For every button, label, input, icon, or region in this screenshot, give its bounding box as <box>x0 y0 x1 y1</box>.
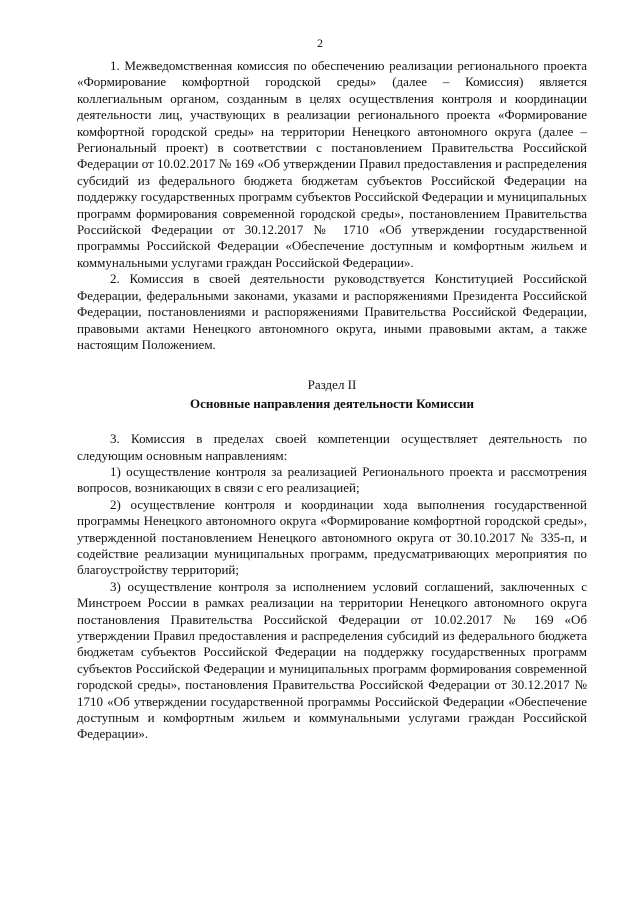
paragraph-3: 3. Комиссия в пределах своей компетенции осуществляет деятельность по следующим основным направлениям: <box>77 431 587 463</box>
list-item-1: 1) осуществление контроля за реализацией Регионального проекта и рассмотрения вопросов, возникающих в связи с его реализацией; <box>77 463 587 496</box>
section-title: Основные направления деятельности Комиссии <box>190 395 474 411</box>
section-label: Раздел II <box>307 377 357 393</box>
document-body <box>77 58 587 743</box>
paragraph-1: 1. Межведомственная комиссия по обеспечению реализации регионального проекта «Формирование комфортной городской среды» (далее – Комиссия) является коллегиальным органом, созданным в целях осуществления контроля и координации деятельности лиц, участвующих в реализации регионального проекта «Формирование комфортной городской среды» на территории Ненецкого автономного округа (далее – Региональный проект) в соответствии с постановлением Правительства Российской Федерации от 10.02.2017 № 169 «Об утверждении Правил предоставления и распределения субсидий из федерального бюджета бюджетам субъектов Российской Федерации на поддержку государственных программ субъектов Российской Федерации и муниципальных программ формирования современной городской среды», постановлением Правительства Российской Федерации от 30.12.2017 № 1710 «Об утверждении государственной программы Российской Федерации «Обеспечение доступным и комфортным жильем и коммунальными услугами граждан Российской Федерации». <box>77 58 587 270</box>
list-item-3: 3) осуществление контроля за исполнением условий соглашений, заключенных с Минстроем России в рамках реализации на территории Ненецкого автономного округа постановления Правительства Российской Федерации от 10.02.2017 № 169 «Об утверждении Правил предоставления и распределения субсидий из федерального бюджета бюджетам субъектов Российской Федерации на поддержку государственных программ субъектов Российской Федерации и муниципальных программ формирования современной городской среды», постановления Правительства Российской Федерации от 30.12.2017 № 1710 «Об утверждении государственной программы Российской Федерации «Обеспечение доступным и комфортным жильем и коммунальными услугами граждан Российской Федерации». <box>77 578 587 742</box>
paragraph-2: 2. Комиссия в своей деятельности руководствуется Конституцией Российской Федерации, федеральными законами, указами и распоряжениями Президента Российской Федерации, постановлениями и распоряжениями Правительства Российской Федерации, правовыми актами Ненецкого автономного округа, иными правовыми актам, а также настоящим Положением. <box>77 271 587 352</box>
list-item-2: 2) осуществление контроля и координации хода выполнения государственной программы Ненецкого автономного округа «Формирование комфортной городской среды», утвержденной постановлением Ненецкого автономного округа от 30.10.2017 № 335-п, и содействие реализации муниципальных программ, предусматривающих мероприятия по благоустройству территорий; <box>77 496 587 578</box>
page-number: 2 <box>317 36 323 50</box>
